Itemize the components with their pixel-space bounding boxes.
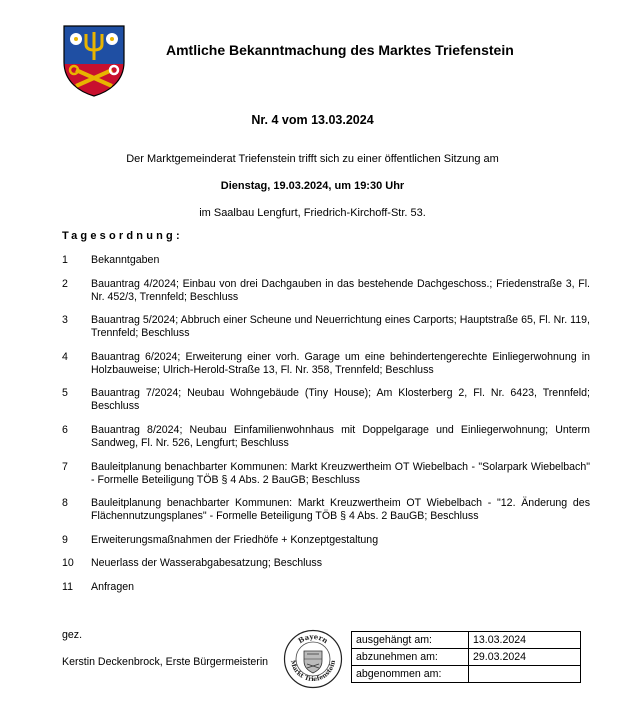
seal-top-text: Bayern [296, 631, 330, 646]
agenda-item-number: 8 [62, 497, 68, 510]
agenda-item-text: Bekanntgaben [91, 254, 160, 266]
agenda-heading: Tagesordnung: [62, 230, 183, 242]
agenda-item-text: Erweiterungsmaßnahmen der Friedhöfe + Konzeptgestaltung [91, 533, 379, 546]
agenda-item-text: Bauantrag 6/2024; Erweiterung einer vorh. Garage um eine behindertengerechte Einliegerwohnung in Holzbauweise; Ulrich-Herold-Straße 13, Fl. Nr. 358, Trennfeld; Beschluss [91, 350, 590, 376]
posting-value: 29.03.2024 [469, 649, 581, 666]
agenda-item [62, 581, 590, 594]
agenda-item-number: 9 [62, 533, 68, 546]
agenda-item-text: Bauleitplanung benachbarter Kommunen: Markt Kreuzwertheim OT Wiebelbach - "12. Änderung des Flächennutzungsplanes" - Formelle Beteiligung TÖB § 4 Abs. 2 BauGB; Beschluss [91, 497, 590, 523]
agenda-item-number: 11 [62, 580, 73, 593]
table-row [352, 649, 581, 666]
seal-bottom-text: Markt Triefenstein [288, 659, 338, 684]
agenda-item-text: Bauleitplanung benachbarter Kommunen: Markt Kreuzwertheim OT Wiebelbach - "Solarpark Wiebelbach" - Formelle Beteiligung TÖB § 4 Abs. 2 BauGB; Beschluss [91, 460, 590, 486]
posting-value: 13.03.2024 [469, 632, 581, 649]
agenda-item-text: Anfragen [91, 580, 134, 593]
posting-record-table [351, 631, 581, 683]
agenda-item-number: 2 [62, 277, 68, 290]
signature-gez: gez. [62, 629, 83, 641]
agenda-item [62, 534, 590, 547]
agenda-item-text: Bauantrag 7/2024; Neubau Wohngebäude (Tiny House); Am Klosterberg 2, Fl. Nr. 6423, Trennfeld; Beschluss [91, 387, 590, 413]
agenda-item-number: 1 [62, 254, 68, 266]
meeting-date: Dienstag, 19.03.2024, um 19:30 Uhr [220, 180, 405, 192]
agenda-item [62, 387, 590, 413]
agenda-item [62, 557, 590, 570]
agenda-item [62, 461, 590, 487]
agenda-item-number: 3 [62, 314, 68, 327]
agenda-item-number: 10 [62, 557, 74, 570]
svg-text:Bayern [296, 632, 329, 645]
agenda-item [62, 351, 590, 377]
posting-label: abgenommen am: [352, 666, 469, 683]
agenda-item-text: Bauantrag 5/2024; Abbruch einer Scheune und Neuerrichtung eines Carports; Hauptstraße 65, Fl. Nr. 119, Trennfeld; Beschluss [91, 314, 590, 340]
table-row [352, 666, 581, 683]
agenda-item [62, 424, 590, 450]
agenda-item [62, 278, 590, 304]
agenda-item-number: 7 [62, 460, 68, 473]
posting-label: abzunehmen am: [352, 649, 469, 666]
agenda-item-text: Bauantrag 4/2024; Einbau von drei Dachgauben in das bestehende Dachgeschoss.; Friedenstraße 3, Fl. Nr. 452/3, Trennfeld; Beschluss [91, 277, 590, 303]
agenda-item-text: Neuerlass der Wasserabgabesatzung; Beschluss [91, 557, 323, 570]
agenda-item-number: 6 [62, 423, 68, 436]
agenda-item [62, 314, 590, 340]
agenda-item-number: 4 [62, 350, 68, 363]
notice-number: Nr. 4 vom 13.03.2024 [251, 113, 374, 127]
agenda-item [62, 497, 590, 523]
agenda-item [62, 254, 590, 267]
meeting-venue: im Saalbau Lengfurt, Friedrich-Kirchoff-Str. 53. [199, 207, 426, 219]
coat-of-arms-icon [62, 24, 126, 98]
posting-label: ausgehängt am: [352, 632, 469, 649]
table-row [352, 632, 581, 649]
agenda-item-text: Bauantrag 8/2024; Neubau Einfamilienwohnhaus mit Doppelgarage und Einliegerwohnung; Unterm Sandweg, Fl. Nr. 526, Lengfurt; Beschluss [91, 423, 590, 449]
posting-value [469, 666, 581, 683]
meeting-intro: Der Marktgemeinderat Triefenstein trifft sich zu einer öffentlichen Sitzung am [126, 153, 499, 165]
official-seal-icon [283, 629, 343, 689]
page-title: Amtliche Bekanntmachung des Marktes Triefenstein [166, 42, 514, 58]
signer-name: Kerstin Deckenbrock, Erste Bürgermeisterin [62, 656, 269, 668]
agenda-list [62, 254, 590, 605]
agenda-item-number: 5 [62, 387, 68, 400]
